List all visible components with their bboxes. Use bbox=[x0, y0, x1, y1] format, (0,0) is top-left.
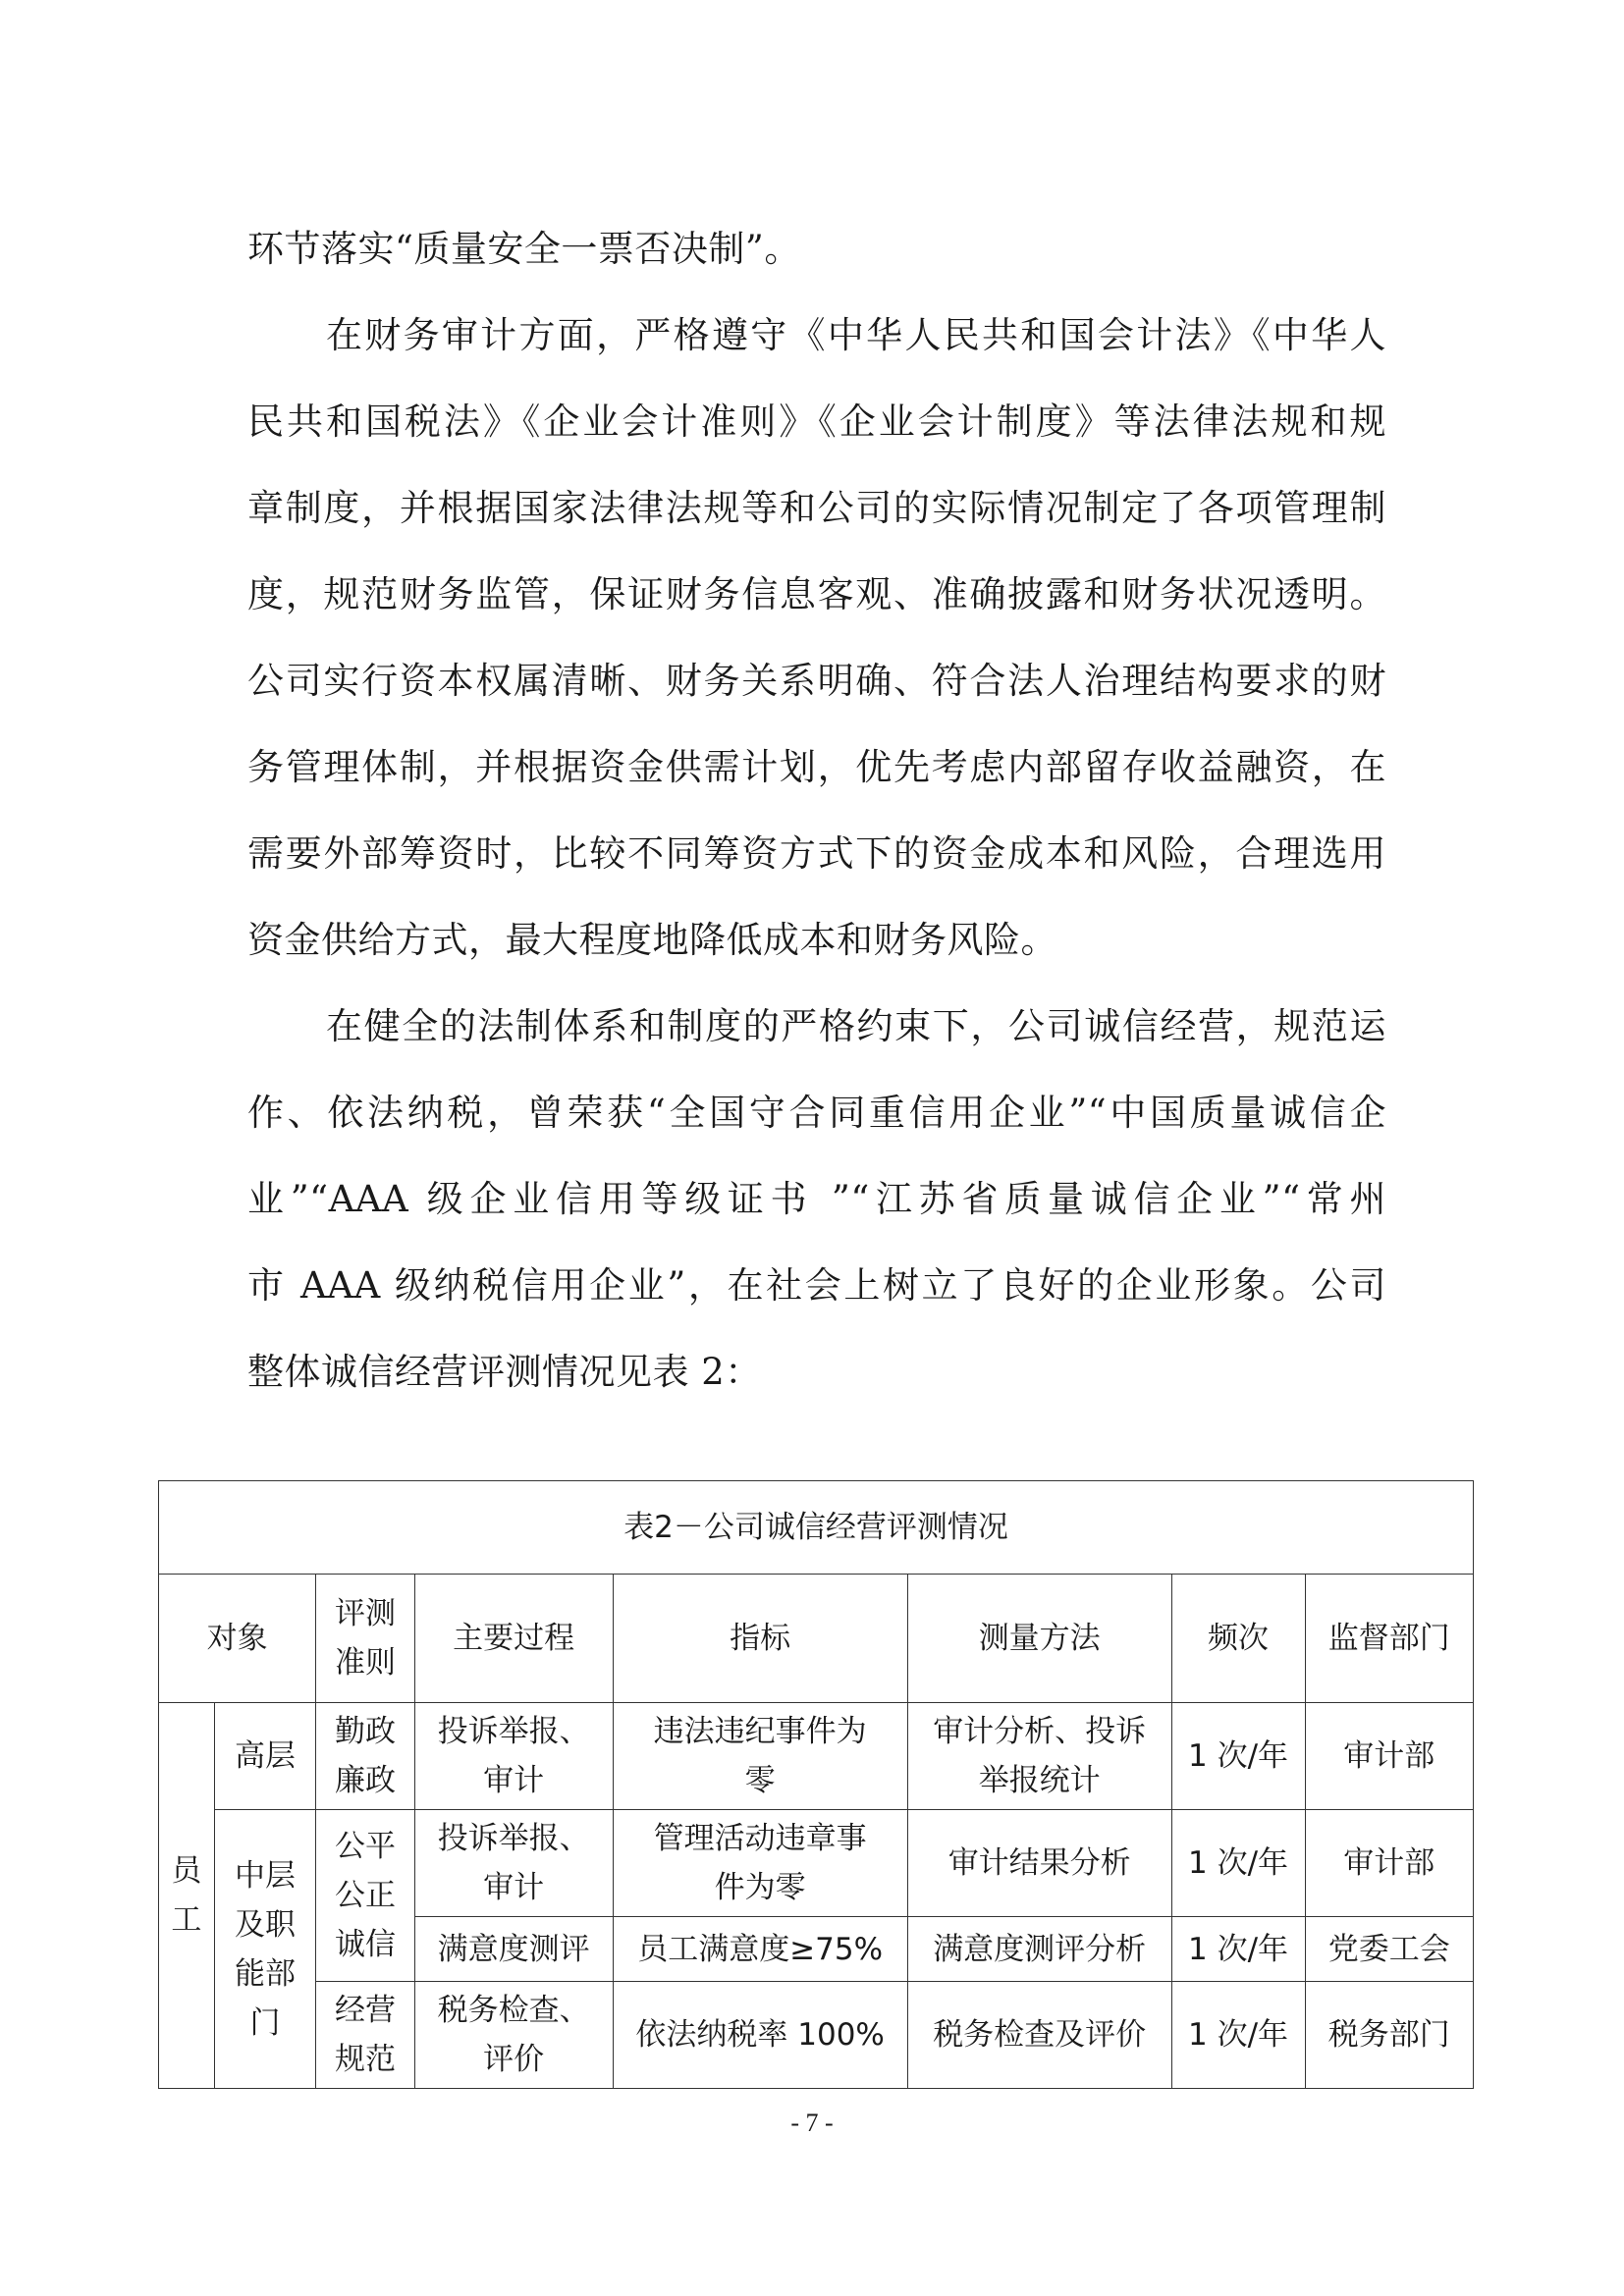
criteria-middle-c: 经营 规范 bbox=[316, 1982, 414, 2089]
body-line: 章制度，并根据国家法律法规等和公司的实际情况制定了各项管理制 bbox=[247, 487, 1386, 529]
frequency-middle-a: 1 次/年 bbox=[1171, 1810, 1305, 1917]
body-line: 作、依法纳税，曾荣获“全国守合同重信用企业”“中国质量诚信企 bbox=[247, 1092, 1386, 1134]
criteria-senior: 勤政 廉政 bbox=[316, 1703, 414, 1810]
process-middle-c: 税务检查、 评价 bbox=[414, 1982, 613, 2089]
body-line: 需要外部筹资时，比较不同筹资方式下的资金成本和风险，合理选用 bbox=[247, 832, 1386, 875]
process-senior: 投诉举报、 审计 bbox=[414, 1703, 613, 1810]
criteria-middle: 公平 公正 诚信 bbox=[316, 1810, 414, 1982]
header-method: 测量方法 bbox=[907, 1575, 1171, 1703]
header-criteria: 评测 准则 bbox=[316, 1575, 414, 1703]
dept-middle-b: 党委工会 bbox=[1305, 1917, 1473, 1982]
body-line: 度，规范财务监管，保证财务信息客观、准确披露和财务状况透明。 bbox=[247, 573, 1386, 615]
body-line: 在财务审计方面，严格遵守《中华人民共和国会计法》《中华人 bbox=[326, 314, 1386, 356]
frequency-middle-c: 1 次/年 bbox=[1171, 1982, 1305, 2089]
table-row bbox=[159, 1703, 1474, 1810]
body-line: 务管理体制，并根据资金供需计划，优先考虑内部留存收益融资，在 bbox=[247, 746, 1386, 788]
assessment-table bbox=[158, 1480, 1474, 2089]
table-row bbox=[159, 1810, 1474, 1917]
page-number: - 7 - bbox=[790, 2109, 834, 2137]
header-process: 主要过程 bbox=[414, 1575, 613, 1703]
header-frequency: 频次 bbox=[1171, 1575, 1305, 1703]
indicator-middle-c: 依法纳税率 100% bbox=[613, 1982, 907, 2089]
process-middle-b: 满意度测评 bbox=[414, 1917, 613, 1982]
process-middle-a: 投诉举报、 审计 bbox=[414, 1810, 613, 1917]
table-row bbox=[159, 1982, 1474, 2089]
header-indicator: 指标 bbox=[613, 1575, 907, 1703]
dept-middle-a: 审计部 bbox=[1305, 1810, 1473, 1917]
header-dept: 监督部门 bbox=[1305, 1575, 1473, 1703]
indicator-senior: 违法违纪事件为 零 bbox=[613, 1703, 907, 1810]
method-senior: 审计分析、投诉 举报统计 bbox=[907, 1703, 1171, 1810]
method-middle-c: 税务检查及评价 bbox=[907, 1982, 1171, 2089]
dept-senior: 审计部 bbox=[1305, 1703, 1473, 1810]
body-line: 民共和国税法》《企业会计准则》《企业会计制度》等法律法规和规 bbox=[247, 400, 1386, 443]
frequency-middle-b: 1 次/年 bbox=[1171, 1917, 1305, 1982]
body-line: 公司实行资本权属清晰、财务关系明确、符合法人治理结构要求的财 bbox=[247, 660, 1386, 702]
body-line: 市 AAA 级纳税信用企业”，在社会上树立了良好的企业形象。公司 bbox=[247, 1264, 1386, 1307]
table-caption: 表2－公司诚信经营评测情况 bbox=[159, 1481, 1474, 1575]
body-text bbox=[247, 206, 1386, 1415]
dept-middle-c: 税务部门 bbox=[1305, 1982, 1473, 2089]
group-label-employee: 员 工 bbox=[159, 1703, 215, 2089]
body-line: 整体诚信经营评测情况见表 2： bbox=[247, 1351, 762, 1393]
body-line: 环节落实“质量安全一票否决制”。 bbox=[247, 228, 801, 270]
indicator-middle-b: 员工满意度≥75% bbox=[613, 1917, 907, 1982]
frequency-senior: 1 次/年 bbox=[1171, 1703, 1305, 1810]
method-middle-b: 满意度测评分析 bbox=[907, 1917, 1171, 1982]
method-middle-a: 审计结果分析 bbox=[907, 1810, 1171, 1917]
header-object: 对象 bbox=[159, 1575, 316, 1703]
object-senior: 高层 bbox=[214, 1703, 315, 1810]
indicator-middle-a: 管理活动违章事 件为零 bbox=[613, 1810, 907, 1917]
body-line: 资金供给方式，最大程度地降低成本和财务风险。 bbox=[247, 919, 1057, 961]
object-middle: 中层 及职 能部 门 bbox=[214, 1810, 315, 2089]
body-line: 业”“AAA 级企业信用等级证书 ”“江苏省质量诚信企业”“常州 bbox=[247, 1178, 1386, 1220]
body-line: 在健全的法制体系和制度的严格约束下，公司诚信经营，规范运 bbox=[326, 1005, 1386, 1047]
